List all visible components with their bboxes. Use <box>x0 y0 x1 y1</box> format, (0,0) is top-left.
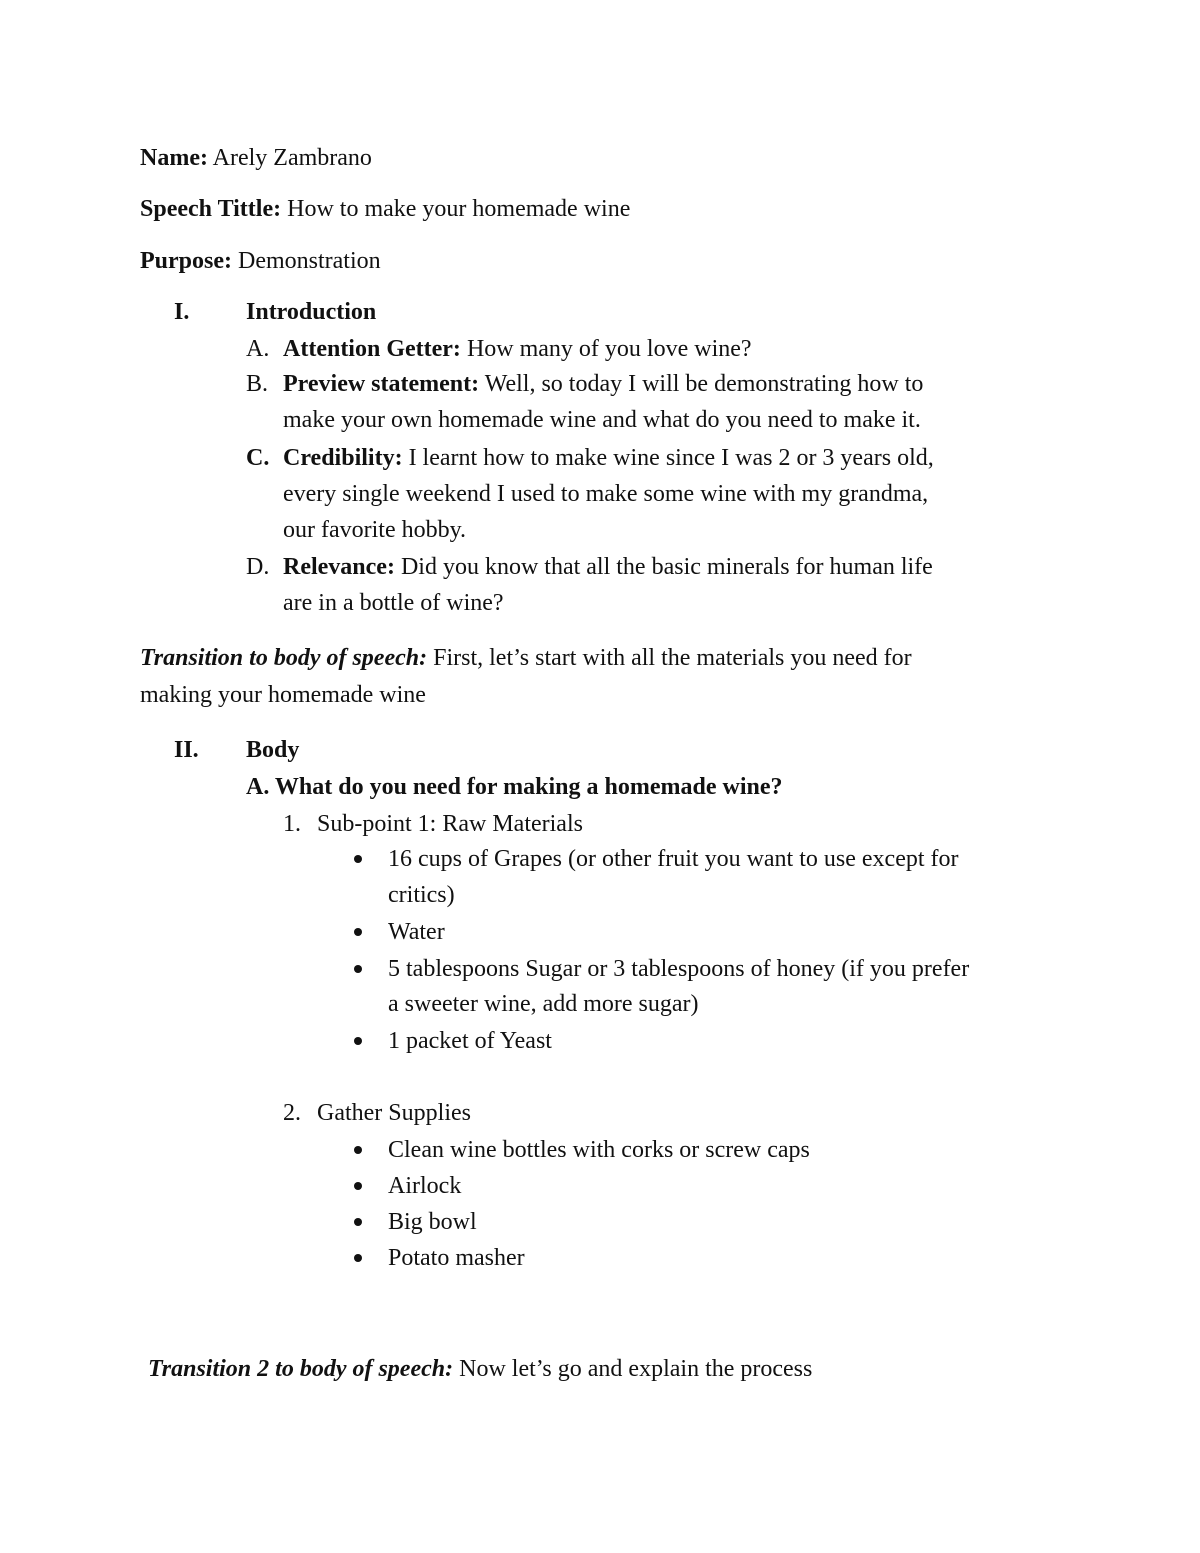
bullet-icon <box>354 1182 362 1190</box>
intro-item-letter: A. <box>246 336 270 362</box>
bullet-icon <box>354 1254 362 1262</box>
body-heading: Body <box>246 737 300 763</box>
purpose-value: Demonstration <box>238 248 381 274</box>
relevance-label: Relevance: <box>283 554 395 580</box>
transition-2-text: Now let’s go and explain the process <box>459 1356 813 1382</box>
body-numeral: II. <box>174 737 199 763</box>
list-item: 1 packet of Yeast <box>388 1028 552 1054</box>
preview-statement-label: Preview statement: <box>283 371 480 397</box>
intro-item-letter: B. <box>246 371 269 397</box>
bullet-icon <box>354 1037 362 1045</box>
speech-title-label: Speech Tittle: <box>140 196 282 222</box>
credibility-text-cont: our favorite hobby. <box>283 517 467 543</box>
speech-title-value: How to make your homemade wine <box>287 196 631 222</box>
intro-item-preview-statement <box>283 366 923 402</box>
name-line <box>140 140 372 176</box>
credibility-text-cont: every single weekend I used to make some wine with my grandma, <box>283 481 929 507</box>
attention-getter-text: How many of you love wine? <box>466 336 752 362</box>
bullet-icon <box>354 1218 362 1226</box>
list-item: Airlock <box>388 1173 462 1199</box>
list-item: Potato masher <box>388 1245 525 1271</box>
relevance-text: Did you know that all the basic minerals for human life <box>400 554 933 580</box>
intro-item-credibility <box>283 440 934 476</box>
preview-statement-text: Well, so today I will be demonstrating how to <box>484 371 924 397</box>
bullet-icon <box>354 855 362 863</box>
transition-1-text-cont: making your homemade wine <box>140 682 426 708</box>
subpoint-number: 1. <box>283 811 301 837</box>
transition-2-label: Transition 2 to body of speech: <box>148 1356 454 1382</box>
transition-2 <box>148 1351 812 1387</box>
transition-1 <box>140 640 912 676</box>
intro-item-letter: D. <box>246 554 270 580</box>
list-item-cont: a sweeter wine, add more sugar) <box>388 991 699 1017</box>
subpoint-number: 2. <box>283 1100 301 1126</box>
attention-getter-label: Attention Getter: <box>283 336 461 362</box>
intro-heading: Introduction <box>246 299 377 325</box>
preview-statement-text-cont: make your own homemade wine and what do you need to make it. <box>283 407 921 433</box>
name-label: Name: <box>140 145 208 171</box>
subpoint-title: Gather Supplies <box>317 1100 471 1126</box>
credibility-label: Credibility: <box>283 445 403 471</box>
relevance-text-cont: are in a bottle of wine? <box>283 590 504 616</box>
transition-1-label: Transition to body of speech: <box>140 645 428 671</box>
intro-item-letter: C. <box>246 445 270 471</box>
list-item: Big bowl <box>388 1209 477 1235</box>
name-value: Arely Zambrano <box>212 145 372 171</box>
bullet-icon <box>354 1146 362 1154</box>
bullet-icon <box>354 928 362 936</box>
subpoint-title: Sub-point 1: Raw Materials <box>317 811 583 837</box>
list-item: Water <box>388 919 445 945</box>
speech-title-line <box>140 191 630 227</box>
credibility-text: I learnt how to make wine since I was 2 or 3 years old, <box>408 445 934 471</box>
purpose-line <box>140 243 381 279</box>
transition-1-text: First, let’s start with all the materials you need for <box>433 645 912 671</box>
purpose-label: Purpose: <box>140 248 232 274</box>
bullet-icon <box>354 965 362 973</box>
intro-item-attention-getter <box>283 331 752 367</box>
list-item: 16 cups of Grapes (or other fruit you want to use except for <box>388 846 959 872</box>
intro-item-relevance <box>283 549 933 585</box>
list-item: Clean wine bottles with corks or screw caps <box>388 1137 810 1163</box>
body-section-a-heading: A. What do you need for making a homemade wine? <box>246 774 783 800</box>
intro-numeral: I. <box>174 299 190 325</box>
list-item-cont: critics) <box>388 882 455 908</box>
list-item: 5 tablespoons Sugar or 3 tablespoons of honey (if you prefer <box>388 956 970 982</box>
